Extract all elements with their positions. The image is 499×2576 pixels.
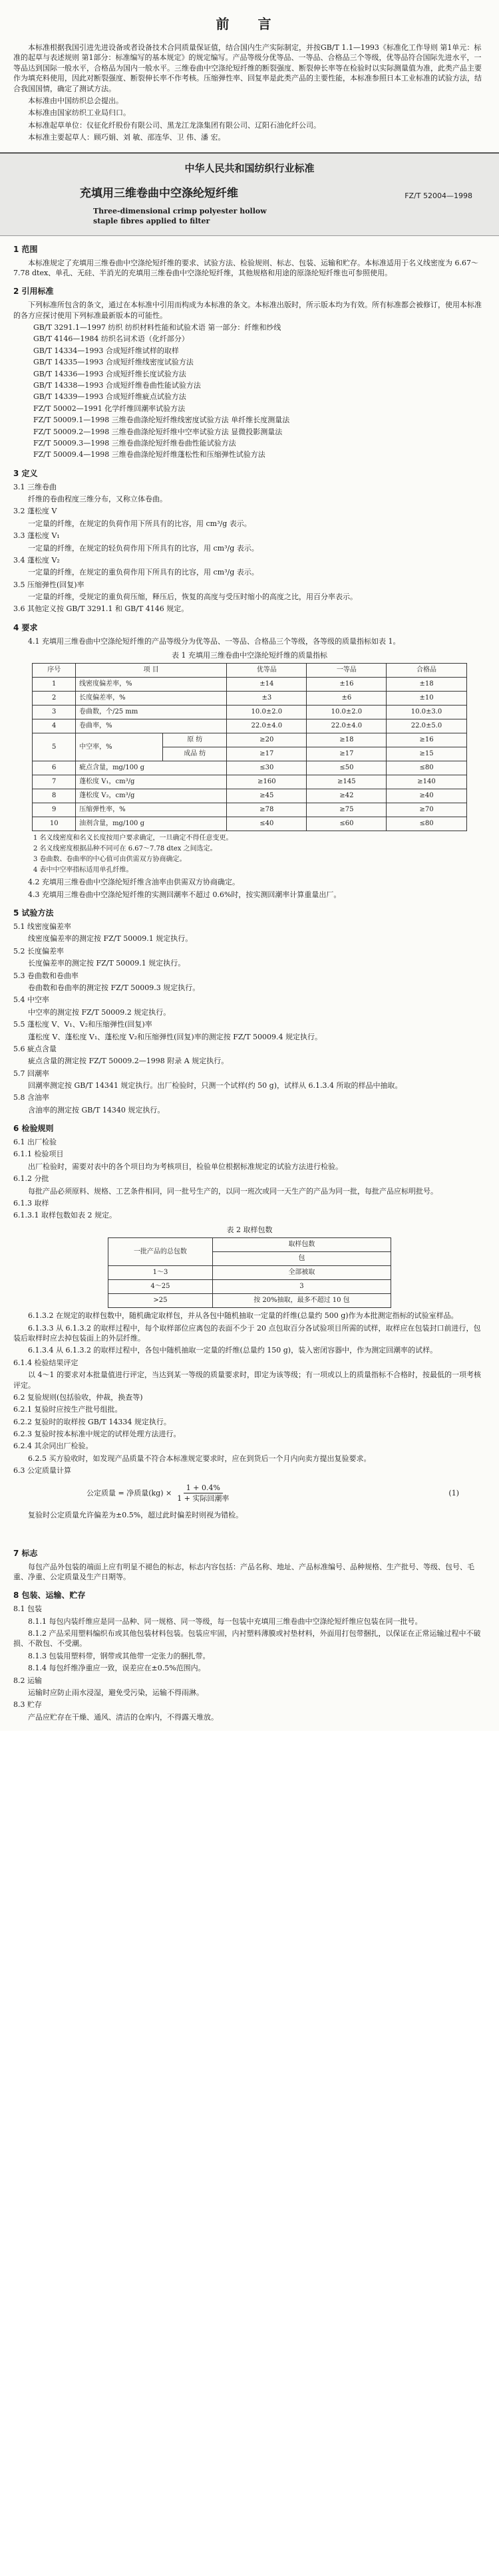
table-cell: 卷曲数，个/25 mm	[76, 706, 227, 719]
paragraph: 每包产品外包装的端面上应有明显不褪色的标志，标志内容包括：产品名称、地址、产品标准编号、品种规格、生产批号、等级、包号、毛重、净重、公定质量及生产日期等。	[13, 1562, 474, 1581]
clause-heading: 6.3 公定质量计算	[13, 1466, 71, 1476]
definition-item	[13, 604, 486, 614]
table-cell: 10.0±2.0	[227, 706, 307, 719]
title-en-line: Three-dimensional crimp polyester hollow	[93, 207, 267, 216]
table-header-cell: 项 目	[76, 664, 227, 678]
standard-number: FZ/T 52004—1998	[405, 191, 472, 200]
definition-term: 3.2 蓬松度 V	[13, 507, 57, 516]
clause-text: 6.2.1 复验时应按生产批号组批。	[13, 1405, 122, 1414]
table-cell: ≥75	[307, 803, 387, 817]
table-cell: 9	[33, 803, 76, 817]
clause-heading: 5.7 回潮率	[13, 1069, 49, 1078]
table-cell: 22.0±4.0	[227, 719, 307, 733]
table-header-cell: 合格品	[387, 664, 466, 678]
section-heading: 8 包装、运输、贮存	[13, 1591, 86, 1601]
table-cell: 1～3	[108, 1266, 213, 1280]
table-cell: ≥20	[227, 733, 307, 747]
table-cell: 压缩弹性率，%	[76, 803, 227, 817]
table-cell: >25	[108, 1294, 213, 1308]
table-cell: ≥70	[387, 803, 466, 817]
table-cell: ±6	[307, 692, 387, 706]
table-header-cell: 优等品	[227, 664, 307, 678]
table-note: 2 名义线密度根据品种不同可在 6.67～7.78 dtex 之间选定。	[33, 845, 217, 853]
title-en-line: staple fibres applied to filter	[93, 216, 210, 225]
table-cell: 蓬松度 V₂，cm³/g	[76, 789, 227, 803]
table-cell: ≤80	[387, 761, 466, 775]
table-header-cell: 取样包数	[212, 1238, 391, 1252]
clause-heading: 5.1 线密度偏差率	[13, 922, 71, 931]
table-row	[33, 733, 466, 747]
paragraph: 4.3 充填用三维卷曲中空涤纶短纤维的实测回潮率不超过 0.6%时，按实测回潮率计算重量出厂。	[28, 890, 341, 899]
clause-heading: 5.2 长度偏差率	[13, 946, 64, 956]
clause-heading: 5.6 疵点含量	[13, 1044, 57, 1053]
table-cell: ±18	[387, 678, 466, 692]
clause-text: 6.1.3.3 从 6.1.3.2 的取样过程中，每个取样部位应离包的表面不少于 20 点包取百分各试验项目所需的试样，取样应在包装封口前进行，包装后取样时应去掉包装面上的外层纤维。	[13, 1323, 481, 1343]
clause-heading: 8.1 包装	[13, 1605, 42, 1614]
formula-denominator: 1 + 实际回潮率	[177, 1494, 230, 1503]
section-heading: 6 检验规则	[13, 1124, 54, 1134]
table-cell: 10.0±2.0	[307, 706, 387, 719]
section-heading: 5 试验方法	[13, 908, 54, 918]
table-row	[108, 1294, 391, 1308]
clause-text: 6.1.3.2 在规定的取样包数中，随机确定取样包，并从各包中随机抽取一定量的纤维(总量约 500 g)作为本批测定指标的试验室样品。	[28, 1311, 458, 1321]
table-cell: 6	[33, 761, 76, 775]
table-cell: ≥18	[307, 733, 387, 747]
table-cell: 按 20%抽取，最多不超过 10 包	[212, 1294, 391, 1308]
table-row	[33, 719, 466, 733]
clause-heading: 5.3 卷曲数和卷曲率	[13, 971, 79, 980]
table-row	[108, 1266, 391, 1280]
reference-item: GB/T 4146—1984 纺织名词术语（化纤部分）	[33, 334, 189, 344]
section-heading: 2 引用标准	[13, 287, 54, 297]
reference-item: FZ/T 50009.1—1998 三维卷曲涤纶短纤维线密度试验方法 单纤维长度测量法	[33, 416, 290, 425]
definition-text: 一定量的纤维，受规定的重负荷压缩，释压后，恢复的高度与受压时缩小的高度之比，用百分率表示。	[28, 592, 357, 602]
formula-left: 公定质量 = 净质量(kg) ×	[86, 1488, 172, 1497]
clause-heading: 6.1.4 检验结果评定	[13, 1358, 79, 1367]
foreword-paragraph: 本标准起草单位：仪征化纤股份有限公司、黑龙江龙涤集团有限公司、辽阳石油化纤公司。	[28, 120, 321, 130]
table-cell: ≥40	[387, 789, 466, 803]
definition-text: 一定量的纤维，在规定的重负荷作用下所具有的比容，用 cm³/g 表示。	[28, 568, 259, 577]
clause-text: 6.2.2 复验时的取样按 GB/T 14334 规定执行。	[13, 1417, 171, 1426]
clause-text: 长度偏差率的测定按 FZ/T 50009.1 规定执行。	[28, 959, 186, 968]
table-cell: 蓬松度 V₁，cm³/g	[76, 775, 227, 789]
table-header-cell: 一批产品的总包数	[108, 1238, 213, 1266]
table-cell: ≥45	[227, 789, 307, 803]
table-cell: 4～25	[108, 1280, 213, 1294]
table-cell: 中空率，%	[76, 733, 163, 761]
table-cell: ±14	[227, 678, 307, 692]
clause-text: 出厂检验时，需要对表中的各个项目均为考核项目，检验单位根据标准规定的试验方法进行检验。	[28, 1162, 343, 1171]
clause-text: 运输时应防止雨水浸湿，避免受污染，运输不得雨淋。	[28, 1688, 204, 1697]
clause-text: 6.1.3.1 取样包数如表 2 规定。	[13, 1211, 116, 1220]
table-cell: ±3	[227, 692, 307, 706]
foreword-title: 前 言	[216, 16, 283, 32]
industry-standard-title: 中华人民共和国纺织行业标准	[184, 162, 315, 174]
clause-text: 8.1.2 产品采用塑料编织布或其他包装材料包装。包装应牢固，内衬塑料薄膜或衬垫材料，外面用打包带捆扎，以保证在正常运输过程中不破损、不散包、不受潮。	[13, 1628, 481, 1648]
clause-heading: 8.3 贮存	[13, 1700, 42, 1710]
section-heading: 1 范围	[13, 244, 38, 254]
table-cell: ≥17	[307, 747, 387, 761]
quality-index-table	[32, 663, 466, 831]
clause-text: 6.2.4 其余同出厂检验。	[13, 1442, 93, 1451]
clause-text: 产品应贮存在干燥、通风、清洁的仓库内，不得露天堆放。	[28, 1712, 218, 1722]
clause-heading: 6.2 复验规则(包括验收，仲裁，换查等)	[13, 1392, 143, 1402]
table-cell: ≤80	[387, 817, 466, 831]
clause-text: 8.1.4 每包纤维净重应一致，误差应在±0.5%范围内。	[28, 1664, 206, 1673]
standard-header	[0, 152, 499, 236]
table-row	[33, 775, 466, 789]
paragraph: 本标准规定了充填用三维卷曲中空涤纶短纤维的要求、试验方法、检验规则、标志、包装、运输和贮存。本标准适用于名义线密度为 6.67～7.78 dtex、单孔、无硅、半消光的充填用三维卷曲中空涤纶短纤维，其他规格和用途的原涤纶短纤维也可参照使用。	[13, 258, 478, 278]
definition-term: 3.1 三维卷曲	[13, 482, 57, 491]
table-caption: 表 2 取样包数	[226, 1225, 273, 1234]
clause-text: 8.1.1 每包内装纤维应是同一品种、同一规格、同一等级，每一包装中充填用三维卷曲中空涤纶短纤维应包装在同一批号。	[28, 1616, 422, 1626]
table-header-cell: 序号	[33, 664, 76, 678]
table-cell: ≥17	[227, 747, 307, 761]
sampling-table	[108, 1237, 391, 1308]
clause-text: 6.2.3 复验时按本标准中规定的试样处理方法进行。	[13, 1430, 181, 1439]
table-cell: 10	[33, 817, 76, 831]
table-cell: ≥140	[387, 775, 466, 789]
table-row	[33, 678, 466, 692]
table-header-cell: 包	[212, 1252, 391, 1266]
clause-heading: 5.4 中空率	[13, 995, 49, 1005]
table-cell: 22.0±4.0	[307, 719, 387, 733]
clause-text: 6.2.5 买方验收时，如发现产品质量不符合本标准规定要求时，应在到货后一个月内向卖方提出复验要求。	[28, 1454, 371, 1463]
clause-heading: 5.8 含油率	[13, 1093, 49, 1102]
paragraph: 下列标准所包含的条文，通过在本标准中引用而构成为本标准的条文。本标准出版时，所示版本均为有效。所有标准都会被修订，使用本标准的各方应探讨使用下列标准最新版本的可能性。	[13, 301, 482, 320]
formula-fraction	[177, 1483, 229, 1504]
reference-item: FZ/T 50009.2—1998 三维卷曲涤纶短纤维中空率试验方法 显微投影测量法	[33, 427, 283, 436]
table-cell: 1	[33, 678, 76, 692]
table-cell: 10.0±3.0	[387, 706, 466, 719]
table-cell: 3	[33, 706, 76, 719]
clause-text: 6.1.3.4 从 6.1.3.2 的取样过程中，各包中随机抽取一定量的纤维(总量约 150 g)，装入密闭容器中，作为测定回潮率的试样。	[28, 1346, 438, 1355]
clause-text: 8.1.3 包装用塑料带，钢带或其他带一定张力的捆扎带。	[28, 1651, 210, 1660]
formula	[86, 1483, 486, 1504]
clause-text: 线密度偏差率的测定按 FZ/T 50009.1 规定执行。	[28, 934, 193, 944]
clause-heading: 8.2 运输	[13, 1676, 42, 1685]
clause-text: 卷曲数和卷曲率的测定按 FZ/T 50009.3 规定执行。	[28, 983, 200, 992]
section-heading: 4 要求	[13, 622, 38, 632]
table-cell: 7	[33, 775, 76, 789]
clause-heading: 6.1.2 分批	[13, 1174, 49, 1184]
reference-item: GB/T 3291.1—1997 纺织 纺织材料性能和试验术语 第一部分：纤维和纱线	[33, 323, 281, 332]
table-cell: 5	[33, 733, 76, 761]
table-cell: ≥15	[387, 747, 466, 761]
table-note: 1 名义线密度和名义长度按用户要求确定，一旦确定不得任意变更。	[33, 835, 233, 842]
reference-item: GB/T 14336—1993 合成短纤维长度试验方法	[33, 369, 186, 378]
table-cell: 线密度偏差率，%	[76, 678, 227, 692]
table-row	[33, 692, 466, 706]
table-cell: 油剂含量，mg/100 g	[76, 817, 227, 831]
reference-item: GB/T 14338—1993 合成短纤维卷曲性能试验方法	[33, 381, 201, 390]
foreword	[13, 0, 486, 143]
table-cell: 8	[33, 789, 76, 803]
table-cell: 成品 纺	[163, 747, 227, 761]
table-cell: ≥42	[307, 789, 387, 803]
table-cell: 疵点含量，mg/100 g	[76, 761, 227, 775]
table-row	[33, 817, 466, 831]
definition-term: 3.4 蓬松度 V₂	[13, 555, 60, 565]
definition-term: 3.5 压缩弹性(回复)率	[13, 580, 84, 589]
clause-text: 每批产品必须原料、规格、工艺条件相同，同一批号生产的，以同一班次或同一天生产的产品为同一批，每批产品应标明批号。	[28, 1186, 438, 1196]
clause-text: 疵点含量的测定按 FZ/T 50009.2—1998 附录 A 规定执行。	[28, 1057, 229, 1066]
section-heading: 3 定义	[13, 468, 38, 478]
table-caption: 表 1 充填用三维卷曲中空涤纶短纤维的质量指标	[172, 651, 327, 660]
table-note: 4 表中中空率指标适用单孔纤维。	[33, 866, 133, 874]
definition-text: 纤维的卷曲程度三维分布，又称立体卷曲。	[28, 494, 167, 503]
table-row	[33, 789, 466, 803]
reference-item: GB/T 14334—1993 合成短纤维试样的取样	[33, 346, 179, 355]
table-cell: ≥160	[227, 775, 307, 789]
definition-text: 其他定义按 GB/T 3291.1 和 GB/T 4146 规定。	[27, 604, 189, 614]
table-cell: ±16	[307, 678, 387, 692]
clause-text: 以 4～1 的要求对本批量值进行评定，当达到某一等级的质量要求时，即定为该等级；有一项或以上的质量指标不合格时，按最低的一项考核评定。	[13, 1370, 481, 1390]
standard-title-en	[0, 207, 499, 226]
clause-text: 复验时公定质量允许偏差为±0.5%，超过此时偏差时则视为错检。	[28, 1511, 244, 1520]
table-cell: ≤60	[307, 817, 387, 831]
table-header-cell: 一等品	[307, 664, 387, 678]
reference-item: FZ/T 50009.3—1998 三维卷曲涤纶短纤维卷曲性能试验方法	[33, 438, 236, 448]
table-cell: 2	[33, 692, 76, 706]
formula-number: (1)	[448, 1488, 459, 1497]
clause-text: 中空率的测定按 FZ/T 50009.2 规定执行。	[28, 1007, 171, 1017]
table-row	[33, 761, 466, 775]
table-row	[108, 1280, 391, 1294]
table-cell: 全部被取	[212, 1266, 391, 1280]
table-row	[33, 706, 466, 719]
foreword-paragraph: 本标准由中国纺织总会提出。	[28, 96, 123, 105]
formula-numerator: 1 + 0.4%	[184, 1483, 223, 1493]
table-cell: ≤50	[307, 761, 387, 775]
table-cell: 3	[212, 1280, 391, 1294]
table-header-row	[108, 1238, 391, 1252]
table-cell: 22.0±5.0	[387, 719, 466, 733]
definition-term: 3.6	[13, 604, 25, 614]
clause-heading: 6.1.3 取样	[13, 1199, 49, 1208]
standard-title-cn: 充填用三维卷曲中空涤纶短纤维	[80, 186, 238, 200]
table-cell: ≤30	[227, 761, 307, 775]
definition-text: 一定量的纤维，在规定的负荷作用下所具有的比容，用 cm³/g 表示。	[28, 519, 251, 528]
clause-heading: 5.5 蓬松度 V、V₁、V₂和压缩弹性(回复)率	[13, 1020, 152, 1029]
table-header-row	[33, 664, 466, 678]
clause-heading: 6.1.1 检验项目	[13, 1150, 64, 1159]
table-cell: 4	[33, 719, 76, 733]
table-cell: 长度偏差率，%	[76, 692, 227, 706]
table-cell: ≥145	[307, 775, 387, 789]
table-row	[33, 803, 466, 817]
reference-item: FZ/T 50002—1991 化学纤维回潮率试验方法	[33, 404, 186, 413]
foreword-paragraph: 本标准主要起草人：顾巧娟、刘 敏、邵连华、卫 伟、潘 宏。	[28, 133, 226, 142]
table-cell: ≥78	[227, 803, 307, 817]
reference-item: GB/T 14335—1993 合成短纤维线密度试验方法	[33, 358, 194, 367]
definition-text: 一定量的纤维，在规定的轻负荷作用下所具有的比容，用 cm³/g 表示。	[28, 543, 259, 553]
reference-item: GB/T 14339—1993 合成短纤维疵点试验方法	[33, 392, 186, 402]
table-cell: ≥16	[387, 733, 466, 747]
table-cell: 原 纺	[163, 733, 227, 747]
clause-heading: 6.1 出厂检验	[13, 1138, 57, 1147]
clause-text: 含油率的测定按 GB/T 14340 规定执行。	[28, 1105, 165, 1114]
paragraph: 4.1 充填用三维卷曲中空涤纶短纤维的产品等级分为优等品、一等品、合格品三个等级，各等级的质量指标如表 1。	[28, 636, 401, 646]
foreword-paragraph: 本标准根据我国引进先进设备或者设备技术合同质量保证值，结合国内生产实际制定，并按GB/T 1.1—1993《标准化工作导则 第1单元：标准的起草与表述规则 第1部分：标准编写的基本规定》的规定编写。产品等级分优等品、一等品、合格品三个等级，优等品符合国际先进水平，一等品达到国际一般水平，合格品为国内一般水平。三维卷曲中空涤纶短纤维的断裂强度、断裂伸长率等在检验时以实际测量值为准，此类产品主要作为填充料使用，因此对断裂强度、断裂伸长率不作考核。压缩弹性率、回复率是此类产品的主要性能，本标准参照日本工业标准的试验方法，结合我国国情，确定了测试方法。	[13, 43, 482, 93]
table-cell: ±10	[387, 692, 466, 706]
clause-text: 回潮率测定按 GB/T 14341 规定执行。出厂检验时，只测一个试样(约 50 g)，试样从 6.1.3.4 所取的样品中抽取。	[28, 1081, 403, 1091]
table-note: 3 卷曲数、卷曲率的中心值可由供需双方协商确定。	[33, 856, 186, 864]
clause-text: 蓬松度 V、蓬松度 V₁、蓬松度 V₂和压缩弹性(回复)率的测定按 FZ/T 50009.4 规定执行。	[28, 1032, 323, 1041]
paragraph: 4.2 充填用三维卷曲中空涤纶短纤维含油率由供需双方协商确定。	[28, 878, 240, 887]
table-cell: ≤40	[227, 817, 307, 831]
reference-list	[13, 322, 486, 460]
definition-term: 3.3 蓬松度 V₁	[13, 531, 60, 541]
table-cell: 卷曲率，%	[76, 719, 227, 733]
reference-item: FZ/T 50009.4—1998 三维卷曲涤纶短纤维蓬松性和压缩弹性试验方法	[33, 450, 265, 459]
foreword-paragraph: 本标准由国家纺织工业局归口。	[28, 108, 130, 118]
section-heading: 7 标志	[13, 1548, 38, 1558]
